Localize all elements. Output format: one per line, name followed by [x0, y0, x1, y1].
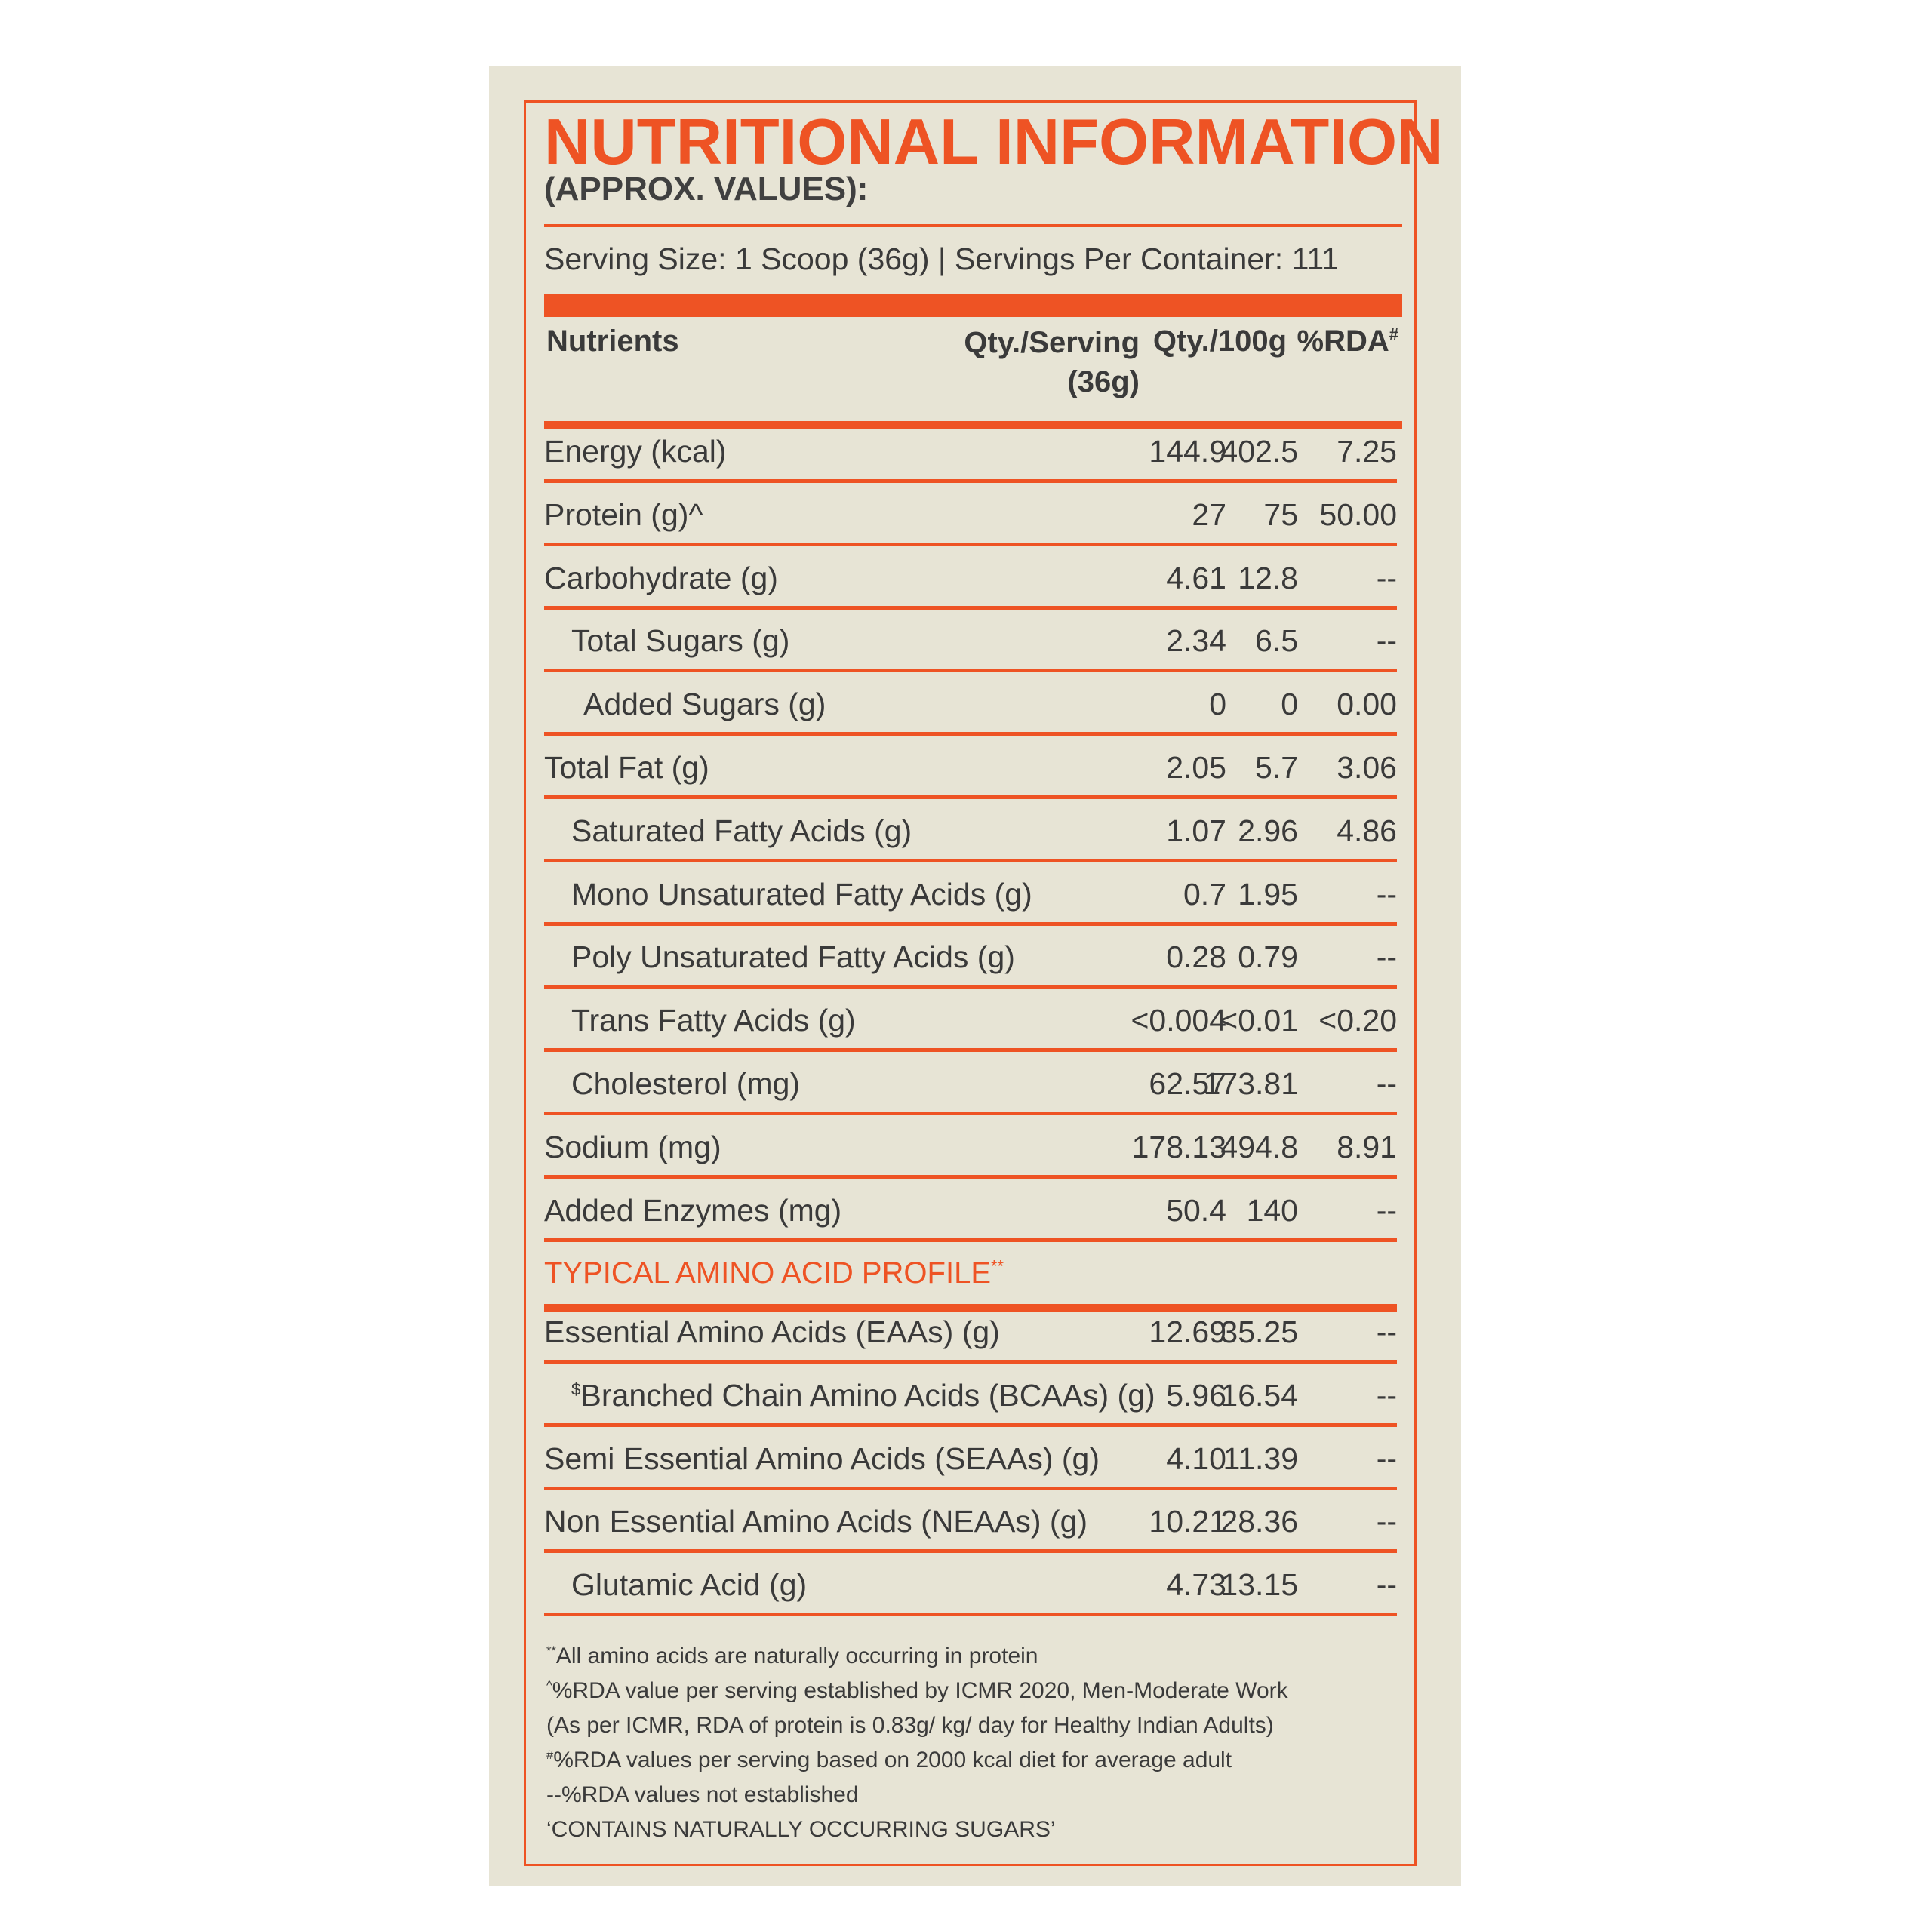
amino-row: [544, 1427, 1397, 1490]
nutrient-rda-value: 4.86: [1337, 813, 1397, 848]
amino-rda-value: --: [1376, 1567, 1397, 1603]
serving-info: Serving Size: 1 Scoop (36g) | Servings Per Container: 111: [544, 241, 1339, 276]
nutrient-per100g-value: 5.7: [1255, 750, 1298, 785]
amino-row: [544, 1490, 1397, 1553]
nutrient-per100g-value: 6.5: [1255, 623, 1298, 659]
nutrient-label: Total Sugars (g): [571, 623, 790, 659]
amino-label: Non Essential Amino Acids (NEAAs) (g): [544, 1504, 1088, 1539]
nutrient-serving-value: 1.07: [1166, 813, 1226, 848]
nutrient-label: Energy (kcal): [544, 434, 727, 469]
amino-rda-value: --: [1376, 1377, 1397, 1413]
nutrient-per100g-value: 494.8: [1220, 1129, 1298, 1164]
nutrient-rda-value: --: [1376, 560, 1397, 595]
col-header-serving-line1: Qty./Serving: [964, 326, 1140, 359]
amino-rda-value: --: [1376, 1504, 1397, 1539]
amino-rda-value: --: [1376, 1441, 1397, 1476]
amino-per100g-value: 16.54: [1220, 1377, 1298, 1413]
col-header-serving-line2: (36g): [1067, 365, 1140, 398]
col-header-per100g: Qty./100g: [1152, 324, 1287, 358]
amino-rda-value: --: [1376, 1314, 1397, 1349]
amino-per100g-value: 13.15: [1220, 1567, 1298, 1603]
amino-label-mark: $: [571, 1379, 581, 1399]
amino-row: [544, 1364, 1397, 1427]
amino-label: $Branched Chain Amino Acids (BCAAs) (g): [571, 1377, 1155, 1413]
nutrient-label: Cholesterol (mg): [571, 1066, 801, 1101]
nutrient-serving-value: 4.61: [1166, 560, 1226, 595]
nutrient-label: Total Fat (g): [544, 750, 709, 785]
nutrient-row: [544, 799, 1397, 862]
nutrient-serving-value: <0.004: [1131, 1003, 1226, 1038]
nutrient-per100g-value: 0.79: [1238, 939, 1298, 975]
amino-heading: [544, 1256, 1004, 1290]
nutrient-row: [544, 420, 1397, 483]
nutrient-rda-value: --: [1376, 623, 1397, 659]
nutrient-row: [544, 609, 1397, 672]
nutrient-rda-value: 8.91: [1337, 1129, 1397, 1164]
nutrient-serving-value: 144.9: [1149, 434, 1226, 469]
nutrient-row: [544, 1179, 1397, 1242]
nutrient-serving-value: 50.4: [1166, 1192, 1226, 1228]
nutrient-row: [544, 862, 1397, 926]
amino-divider: [544, 1613, 1397, 1616]
nutrient-row: [544, 736, 1397, 799]
footnote: #%RDA values per serving based on 2000 kcal diet for average adult: [546, 1748, 1232, 1773]
header-bar: [544, 294, 1402, 317]
nutrient-rda-value: 7.25: [1337, 434, 1397, 469]
nutrient-row: [544, 925, 1397, 989]
amino-serving-value: 5.96: [1166, 1377, 1226, 1413]
page-subtitle: (APPROX. VALUES):: [544, 171, 869, 208]
amino-serving-value: 4.10: [1166, 1441, 1226, 1476]
nutrient-serving-value: 2.05: [1166, 750, 1226, 785]
page-title: NUTRITIONAL INFORMATION: [544, 106, 1444, 178]
footnote: **All amino acids are naturally occurring in protein: [546, 1644, 1038, 1668]
col-header-rda-mark: #: [1389, 324, 1398, 344]
amino-serving-value: 4.73: [1166, 1567, 1226, 1603]
nutrient-serving-value: 27: [1192, 497, 1226, 532]
nutrient-rda-value: 3.06: [1337, 750, 1397, 785]
nutrient-label: Saturated Fatty Acids (g): [571, 813, 912, 848]
amino-per100g-value: 28.36: [1220, 1504, 1298, 1539]
nutrient-rda-value: --: [1376, 1192, 1397, 1228]
col-header-serving: [951, 323, 1140, 401]
nutrient-rda-value: 0.00: [1337, 687, 1397, 722]
nutrient-row: [544, 1052, 1397, 1115]
footnote: --%RDA values not established: [546, 1782, 859, 1807]
footnote: ‘CONTAINS NATURALLY OCCURRING SUGARS’: [546, 1817, 1056, 1842]
nutrient-per100g-value: 173.81: [1203, 1066, 1298, 1101]
col-header-rda: [1291, 324, 1398, 358]
nutrient-serving-value: 178.13: [1131, 1129, 1226, 1164]
nutrient-divider: [544, 1238, 1397, 1242]
footnote-mark: #: [546, 1748, 554, 1762]
nutrient-row: [544, 483, 1397, 546]
nutrient-serving-value: 2.34: [1166, 623, 1226, 659]
nutrient-per100g-value: 402.5: [1220, 434, 1298, 469]
amino-per100g-value: 35.25: [1220, 1314, 1298, 1349]
footnote: (As per ICMR, RDA of protein is 0.83g/ kg/ day for Healthy Indian Adults): [546, 1713, 1274, 1738]
col-header-nutrients: Nutrients: [546, 324, 679, 358]
nutrient-row: [544, 672, 1397, 736]
nutrient-serving-value: 62.57: [1149, 1066, 1226, 1101]
nutrient-label: Protein (g)^: [544, 497, 703, 532]
nutrient-per100g-value: 140: [1246, 1192, 1298, 1228]
nutrient-row: [544, 989, 1397, 1052]
nutrient-per100g-value: <0.01: [1220, 1003, 1298, 1038]
nutrient-label: Added Enzymes (mg): [544, 1192, 842, 1228]
nutrient-serving-value: 0.28: [1166, 939, 1226, 975]
nutrient-label: Poly Unsaturated Fatty Acids (g): [571, 939, 1015, 975]
nutrient-label: Trans Fatty Acids (g): [571, 1003, 856, 1038]
amino-heading-mark: **: [991, 1256, 1004, 1276]
nutrient-rda-value: 50.00: [1319, 497, 1397, 532]
nutrient-rda-value: --: [1376, 939, 1397, 975]
nutrient-rda-value: --: [1376, 1066, 1397, 1101]
footnote-mark: ^: [546, 1679, 552, 1693]
nutrient-rda-value: <0.20: [1318, 1003, 1397, 1038]
footnote: ^%RDA value per serving established by ICMR 2020, Men-Moderate Work: [546, 1678, 1288, 1703]
nutrient-label: Carbohydrate (g): [544, 560, 778, 595]
title-divider: [544, 224, 1402, 227]
amino-row: [544, 1300, 1397, 1364]
nutrient-rda-value: --: [1376, 876, 1397, 912]
nutrient-label: Added Sugars (g): [583, 687, 826, 722]
nutrient-row: [544, 1115, 1397, 1179]
nutrient-per100g-value: 75: [1263, 497, 1298, 532]
nutrient-per100g-value: 2.96: [1238, 813, 1298, 848]
footnotes: [546, 1639, 1288, 1847]
nutrient-serving-value: 0: [1209, 687, 1226, 722]
nutrient-per100g-value: 1.95: [1238, 876, 1298, 912]
nutrient-per100g-value: 0: [1281, 687, 1298, 722]
footnote-mark: **: [546, 1644, 556, 1658]
amino-per100g-value: 11.39: [1223, 1441, 1298, 1476]
amino-label: Glutamic Acid (g): [571, 1567, 808, 1603]
nutrient-label: Mono Unsaturated Fatty Acids (g): [571, 876, 1032, 912]
amino-serving-value: 10.21: [1149, 1504, 1226, 1539]
amino-heading-text: TYPICAL AMINO ACID PROFILE: [544, 1256, 991, 1290]
amino-label: Essential Amino Acids (EAAs) (g): [544, 1314, 1000, 1349]
amino-label: Semi Essential Amino Acids (SEAAs) (g): [544, 1441, 1100, 1476]
nutrient-label: Sodium (mg): [544, 1129, 721, 1164]
amino-row: [544, 1553, 1397, 1616]
nutrient-per100g-value: 12.8: [1238, 560, 1298, 595]
nutrient-serving-value: 0.7: [1183, 876, 1226, 912]
amino-serving-value: 12.69: [1149, 1314, 1226, 1349]
col-header-rda-label: %RDA: [1297, 324, 1389, 358]
nutrient-row: [544, 546, 1397, 610]
